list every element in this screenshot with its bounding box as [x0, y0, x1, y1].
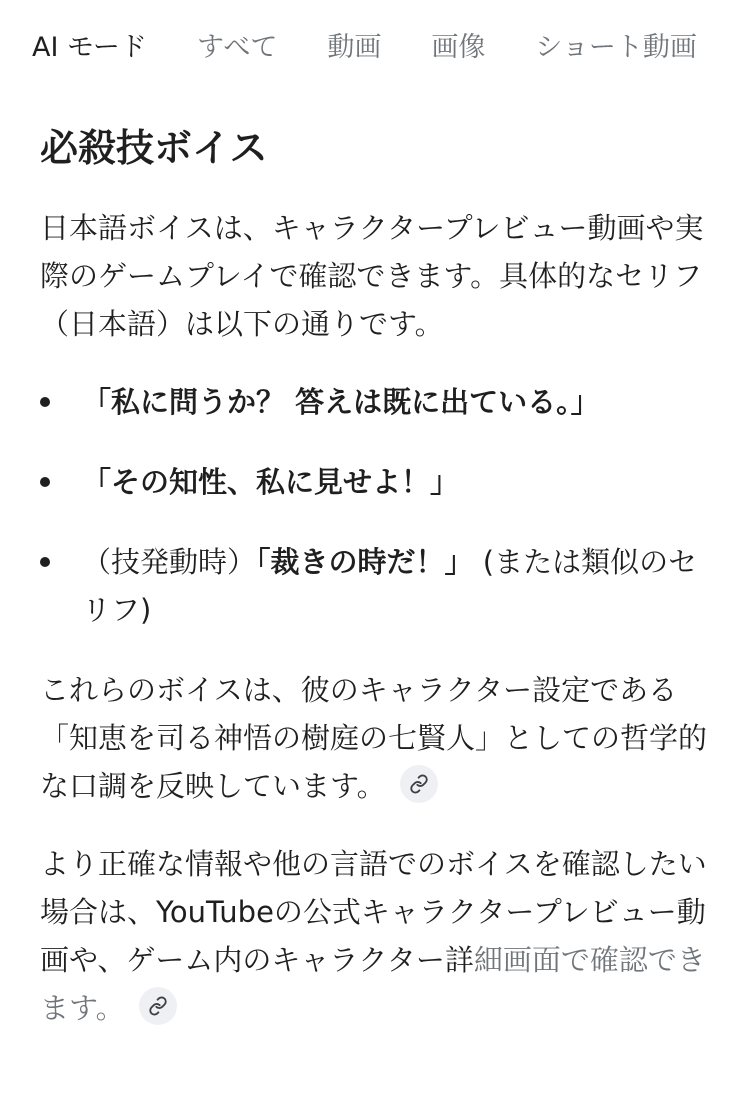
character-paragraph-text: これらのボイスは、彼のキャラクター設定である「知恵を司る神悟の樹庭の七賢人」としての哲学的な口調を反映しています。 [40, 673, 708, 803]
more-info-text-faded: 細画面で確認できます。 [40, 943, 706, 1025]
list-item [40, 378, 712, 426]
source-link-button[interactable] [400, 765, 438, 803]
tab-images[interactable]: 画像 [431, 32, 486, 63]
voice-line: 「裁きの時だ！」 [256, 545, 474, 579]
bullet-icon [40, 397, 50, 407]
link-icon [148, 996, 168, 1016]
voice-line-note: (または類似のセリフ) [82, 545, 698, 627]
voice-line-context: （技発動時） [82, 545, 257, 579]
ai-answer [40, 120, 712, 1032]
tab-short-videos[interactable]: ショート動画 [535, 32, 697, 63]
more-info-paragraph [40, 840, 712, 1032]
tab-all[interactable]: すべて [196, 32, 278, 63]
list-item [40, 538, 712, 634]
section-heading: 必殺技ボイス [40, 126, 268, 170]
intro-paragraph: 日本語ボイスは、キャラクタープレビュー動画や実際のゲームプレイで確認できます。具体的なセリフ（日本語）は以下の通りです。 [40, 211, 704, 341]
voice-line: 「私に問うか？ 答えは既に出ている。」 [82, 385, 600, 419]
voice-line: 「その知性、私に見せよ！」 [82, 465, 460, 499]
bullet-icon [40, 557, 50, 567]
voice-line-list [40, 378, 712, 634]
source-link-button[interactable] [139, 987, 177, 1025]
link-icon [409, 774, 429, 794]
search-mode-tabs [0, 0, 750, 96]
list-item [40, 458, 712, 506]
bullet-icon [40, 477, 50, 487]
character-paragraph [40, 666, 712, 810]
more-info-text: より正確な情報や他の言語でのボイスを確認したい場合は、YouTubeの公式キャラクタープレビュー動画や、ゲーム内のキャラクター詳 [40, 847, 707, 977]
tab-videos[interactable]: 動画 [327, 32, 382, 63]
tab-ai-mode[interactable]: AI モード [32, 32, 147, 63]
